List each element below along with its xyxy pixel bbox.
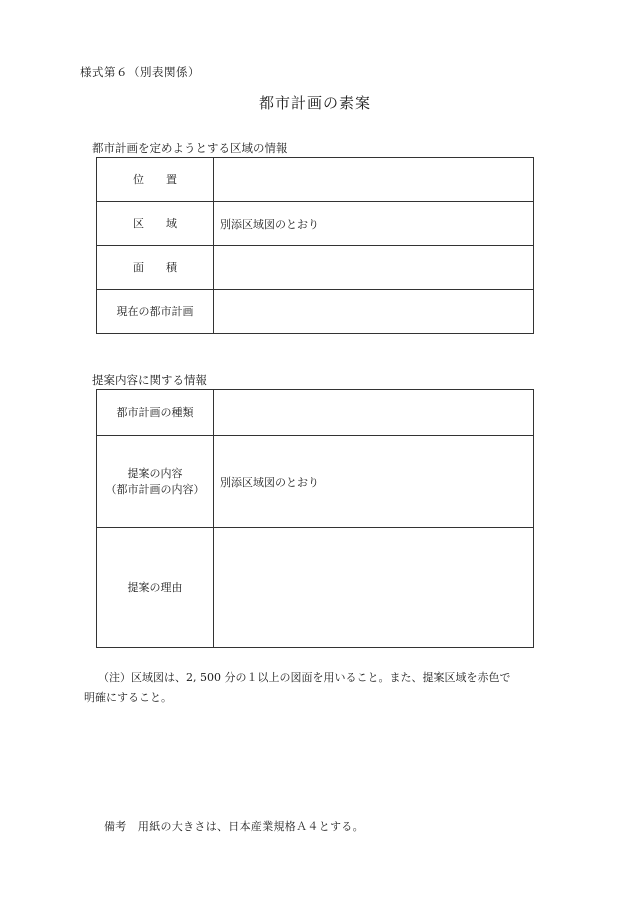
- plan-type-label: 都市計画の種類: [97, 390, 214, 436]
- section-heading-area-info: 都市計画を定めようとする区域の情報: [92, 141, 288, 155]
- proposal-content-value: 別添区域図のとおり: [214, 436, 534, 528]
- plan-type-value: [214, 390, 534, 436]
- table-row-area: [97, 202, 534, 246]
- size-label: 面 積: [97, 246, 214, 290]
- remark-text: 備考 用紙の大きさは、日本産業規格Ａ４とする。: [104, 820, 364, 833]
- table-row-plan-type: [97, 390, 534, 436]
- proposal-content-label: [97, 436, 214, 528]
- note-line2: 明確にすること。: [84, 691, 172, 704]
- table-row-proposal-content: [97, 436, 534, 528]
- current-plan-value: [214, 290, 534, 334]
- proposal-reason-value: [214, 528, 534, 648]
- proposal-info-table: [96, 389, 534, 648]
- area-info-table: [96, 157, 534, 334]
- current-plan-label: 現在の都市計画: [97, 290, 214, 334]
- note-line1: （注）区域図は、2, 500 分の１以上の図面を用いること。また、提案区域を赤色で: [98, 671, 511, 684]
- table-row-current-plan: [97, 290, 534, 334]
- table-row-proposal-reason: [97, 528, 534, 648]
- size-value: [214, 246, 534, 290]
- page-title: 都市計画の素案: [258, 94, 371, 112]
- area-label: 区 域: [97, 202, 214, 246]
- note-text: [84, 668, 538, 708]
- location-label: 位 置: [97, 158, 214, 202]
- proposal-reason-label: 提案の理由: [97, 528, 214, 648]
- table-row-location: [97, 158, 534, 202]
- proposal-content-label-line1: 提案の内容: [127, 466, 183, 480]
- section-heading-proposal-info: 提案内容に関する情報: [92, 373, 207, 387]
- location-value: [214, 158, 534, 202]
- area-value: 別添区域図のとおり: [214, 202, 534, 246]
- form-number: 様式第６（別表関係）: [80, 65, 200, 79]
- table-row-size: [97, 246, 534, 290]
- proposal-content-label-line2: （都市計画の内容）: [105, 482, 205, 496]
